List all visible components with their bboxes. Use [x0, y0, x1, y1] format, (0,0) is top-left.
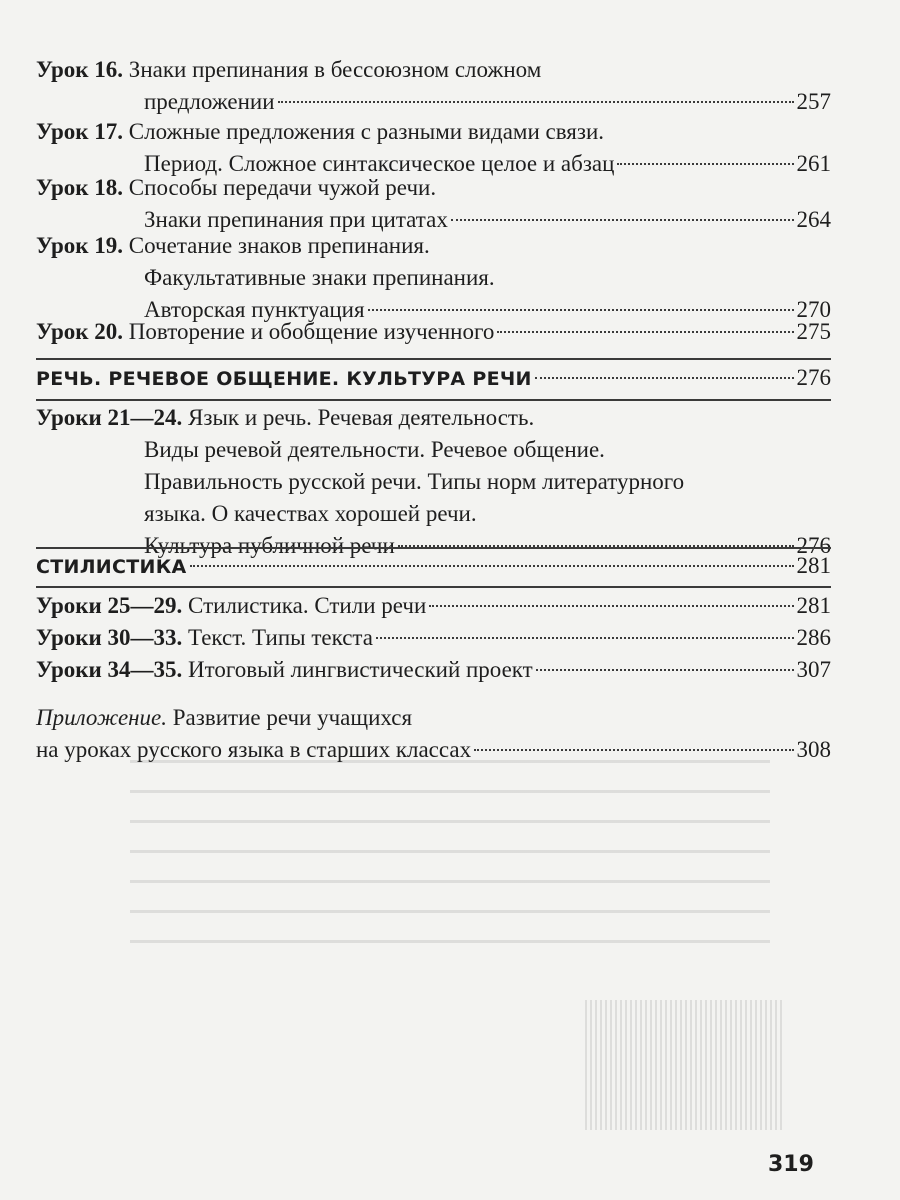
appendix-title-line: Развитие речи учащихся	[172, 705, 413, 730]
lesson-label: Урок 19.	[36, 233, 124, 258]
lesson-title-line: Текст. Типы текста	[188, 625, 373, 650]
lesson-title-line: Способы передачи чужой речи.	[128, 175, 437, 200]
toc-entry-lesson-18	[36, 172, 831, 236]
lesson-label: Уроки 30—33.	[36, 625, 183, 650]
show-through-barcode	[585, 1000, 785, 1130]
toc-entry-lesson-17	[36, 116, 831, 180]
leader-dots	[474, 749, 793, 751]
page-ref: 286	[796, 625, 831, 650]
lesson-title-line: Культура публичной речи	[144, 533, 395, 558]
page-ref: 270	[796, 297, 831, 322]
lesson-label: Урок 16.	[36, 57, 124, 82]
lesson-title-line: предложении	[144, 89, 275, 114]
toc-entry-appendix	[36, 702, 831, 766]
lesson-label: Уроки 21—24.	[36, 405, 183, 430]
lesson-label: Урок 20.	[36, 319, 124, 344]
lesson-title-line: Сочетание знаков препинания.	[128, 233, 430, 258]
leader-dots	[278, 101, 794, 103]
leader-dots	[190, 565, 794, 567]
toc-entry-lessons-21-24	[36, 402, 831, 562]
lesson-title-line: Правильность русской речи. Типы норм литературного	[144, 469, 685, 494]
lesson-title-line: Итоговый лингвистический проект	[188, 657, 533, 682]
page-ref: 307	[796, 657, 831, 682]
leader-dots	[535, 377, 794, 379]
lesson-label: Уроки 34—35.	[36, 657, 183, 682]
lesson-title-line: Период. Сложное синтаксическое целое и абзац	[144, 151, 615, 176]
lesson-label: Уроки 25—29.	[36, 593, 183, 618]
toc-entry-lesson-16	[36, 54, 831, 118]
lesson-title-line: Знаки препинания при цитатах	[144, 207, 448, 232]
lesson-label: Урок 17.	[36, 119, 124, 144]
toc-section-speech	[36, 362, 831, 394]
lesson-title-line: Авторская пунктуация	[144, 297, 365, 322]
section-title: РЕЧЬ. РЕЧЕВОЕ ОБЩЕНИЕ. КУЛЬТУРА РЕЧИ	[36, 368, 532, 390]
page-ref: 276	[796, 365, 831, 390]
page-ref: 281	[796, 553, 831, 578]
section-rule	[36, 399, 831, 401]
leader-dots	[429, 605, 793, 607]
section-rule	[36, 586, 831, 588]
section-rule	[36, 547, 831, 549]
leader-dots	[617, 163, 793, 165]
lesson-title-line: Сложные предложения с разными видами связи.	[128, 119, 605, 144]
leader-dots	[497, 331, 793, 333]
page-ref: 275	[796, 319, 831, 344]
page-ref: 308	[796, 737, 831, 762]
leader-dots	[376, 637, 794, 639]
lesson-title-line: Виды речевой деятельности. Речевое общение.	[144, 437, 605, 462]
lesson-title-line: языка. О качествах хорошей речи.	[144, 501, 477, 526]
leader-dots	[451, 219, 794, 221]
lesson-label: Урок 18.	[36, 175, 124, 200]
lesson-title-line: Факультативные знаки препинания.	[144, 265, 495, 290]
appendix-label: Приложение.	[36, 705, 168, 730]
page-ref: 257	[796, 89, 831, 114]
lesson-title-line: Повторение и обобщение изученного	[128, 319, 495, 344]
section-title: СТИЛИСТИКА	[36, 556, 187, 578]
leader-dots	[536, 669, 794, 671]
page-ref: 261	[796, 151, 831, 176]
toc-section-stylistics	[36, 550, 831, 582]
toc-entry-lessons-34-35	[36, 654, 831, 686]
toc-entry-lessons-25-29	[36, 590, 831, 622]
toc-entry-lessons-30-33	[36, 622, 831, 654]
lesson-title-line: Стилистика. Стили речи	[188, 593, 427, 618]
toc-entry-lesson-19	[36, 230, 831, 326]
show-through-text-block	[130, 760, 770, 960]
page-ref: 276	[796, 533, 831, 558]
appendix-title-line: на уроках русского языка в старших классах	[36, 737, 472, 762]
leader-dots	[368, 309, 794, 311]
page-ref: 264	[796, 207, 831, 232]
page-number: 319	[768, 1152, 814, 1177]
lesson-title-line: Язык и речь. Речевая деятельность.	[188, 405, 535, 430]
toc-entry-lesson-20	[36, 316, 831, 348]
section-rule	[36, 358, 831, 360]
page-ref: 281	[796, 593, 831, 618]
lesson-title-line: Знаки препинания в бессоюзном сложном	[128, 57, 542, 82]
